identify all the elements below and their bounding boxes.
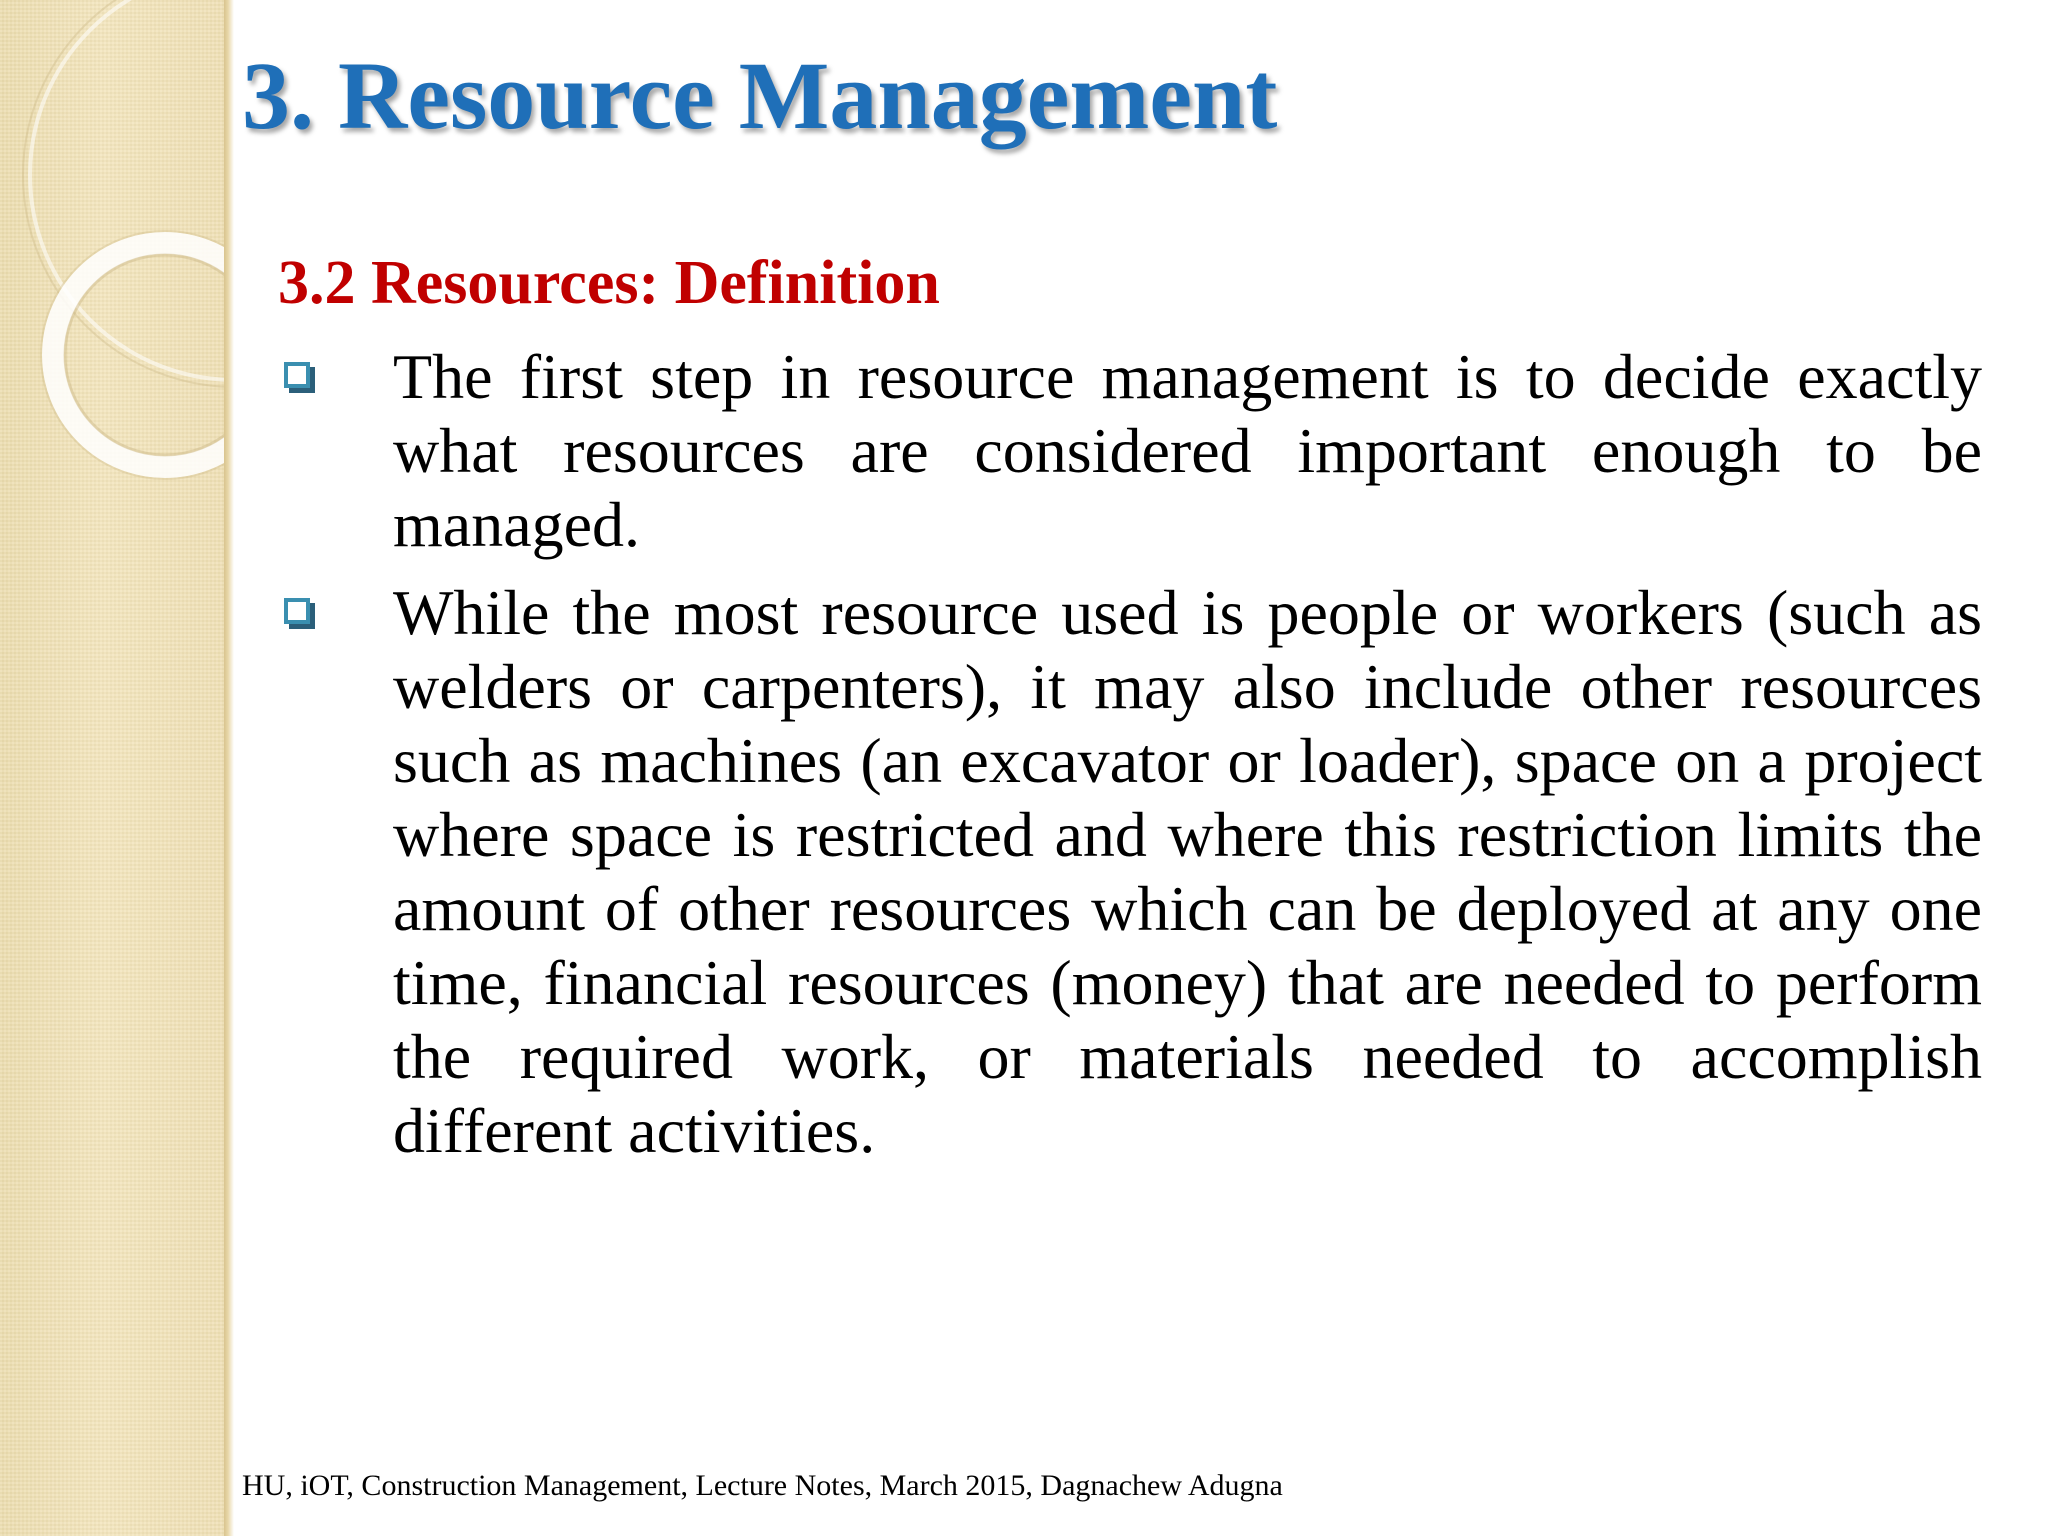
decorative-rings-icon bbox=[0, 0, 230, 520]
decorative-side-panel bbox=[0, 0, 230, 1536]
bullet-text: While the most resource used is people or workers (such as welders or carpenters), it may also include other resources such as machines (an excavator or loader), space on a project where space is restricted and where this restriction limits the amount of other resources which can be deployed at any one time, financial resources (money) that are needed to perform the required work, or materials needed to accomplish different activities. bbox=[393, 577, 1982, 1166]
list-item bbox=[278, 340, 1982, 562]
side-panel-edge bbox=[224, 0, 234, 1536]
list-item bbox=[278, 576, 1982, 1168]
checkbox-bullet-icon bbox=[284, 598, 310, 624]
footer-text: HU, iOT, Construction Management, Lecture Notes, March 2015, Dagnachew Adugna bbox=[242, 1469, 1283, 1502]
page-title: 3. Resource Management bbox=[242, 42, 1278, 149]
bullet-text: The first step in resource management is to decide exactly what resources are considered important enough to be managed. bbox=[393, 341, 1982, 560]
checkbox-bullet-icon bbox=[284, 362, 310, 388]
section-subtitle: 3.2 Resources: Definition bbox=[278, 249, 940, 317]
bullet-list bbox=[278, 340, 1982, 1182]
